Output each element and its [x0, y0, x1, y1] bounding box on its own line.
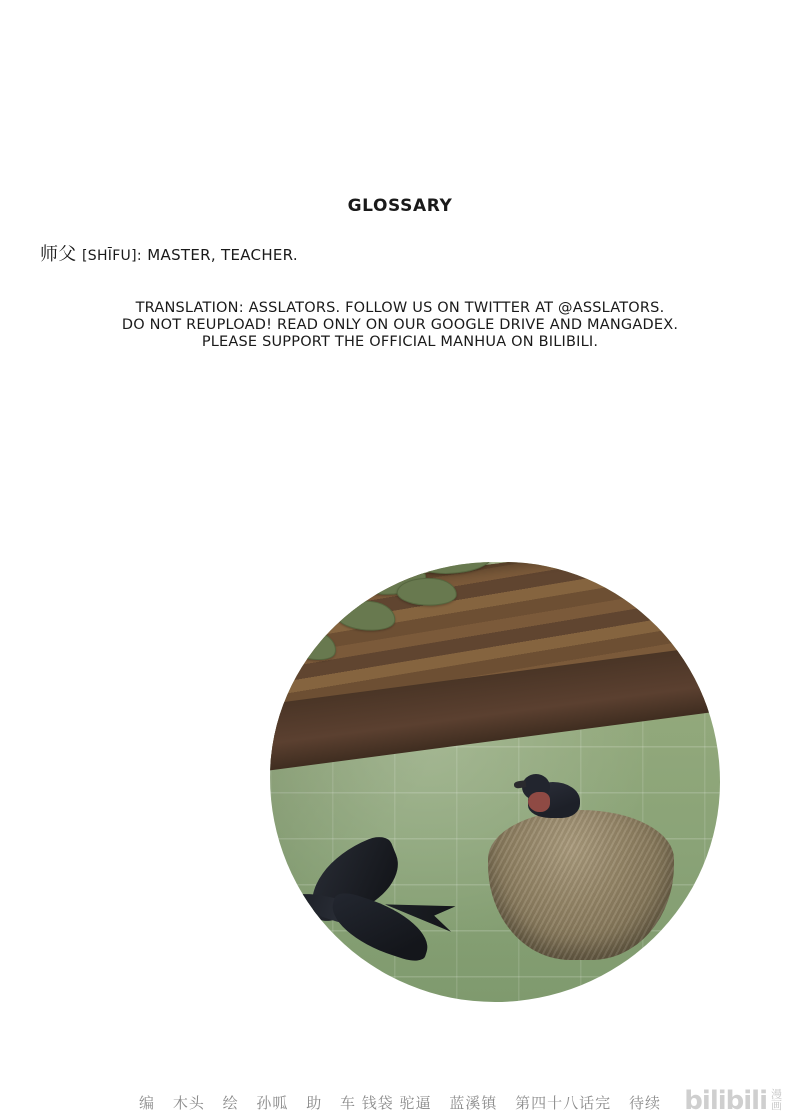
bilibili-wordmark: bilibili [684, 1086, 767, 1116]
credit-item: 第四十八话完 [515, 1094, 612, 1112]
footer-credits [0, 1092, 800, 1113]
notice-line-1: TRANSLATION: ASSLATORS. FOLLOW US ON TWITTER AT @ASSLATORS. [135, 300, 665, 316]
swallow-beak [270, 927, 280, 936]
manhua-label [771, 1090, 782, 1112]
credit-item: 待续 [628, 1094, 661, 1112]
glossary-entry [40, 240, 298, 266]
credit-item: 木头 [172, 1094, 205, 1112]
illustration-panel [270, 562, 720, 1002]
credit-item: 助 [306, 1094, 323, 1112]
illustration-circle-mask [270, 562, 720, 1002]
credit-item: 蓝溪镇 [449, 1094, 498, 1112]
swallow-throat [282, 926, 300, 940]
bilibili-manhua-logo [684, 1086, 782, 1116]
credit-item: 车 钱袋 驼逼 [340, 1094, 432, 1112]
swallow-lower-wing [323, 889, 436, 965]
manhua-label-top: 漫 [771, 1089, 782, 1101]
credit-item: 绘 [222, 1094, 239, 1112]
glossary-entry-term: 师父 [40, 244, 77, 265]
manhua-label-bottom: 画 [771, 1100, 782, 1112]
credit-item: 编 [139, 1094, 156, 1112]
translation-notice [0, 300, 800, 351]
glossary-title: GLOSSARY [347, 196, 453, 216]
perched-swallow [520, 768, 582, 824]
glossary-entry-pinyin: [SHĪFU]: [82, 248, 142, 264]
notice-line-2: DO NOT REUPLOAD! READ ONLY ON OUR GOOGLE DRIVE AND MANGADEX. [121, 317, 679, 333]
swallow-throat [528, 792, 550, 812]
credit-item: 孙呱 [256, 1094, 289, 1112]
glossary-entry-definition: MASTER, TEACHER. [147, 246, 298, 264]
notice-line-3: PLEASE SUPPORT THE OFFICIAL MANHUA ON BILIBILI. [201, 334, 599, 350]
flying-swallow [270, 844, 458, 974]
